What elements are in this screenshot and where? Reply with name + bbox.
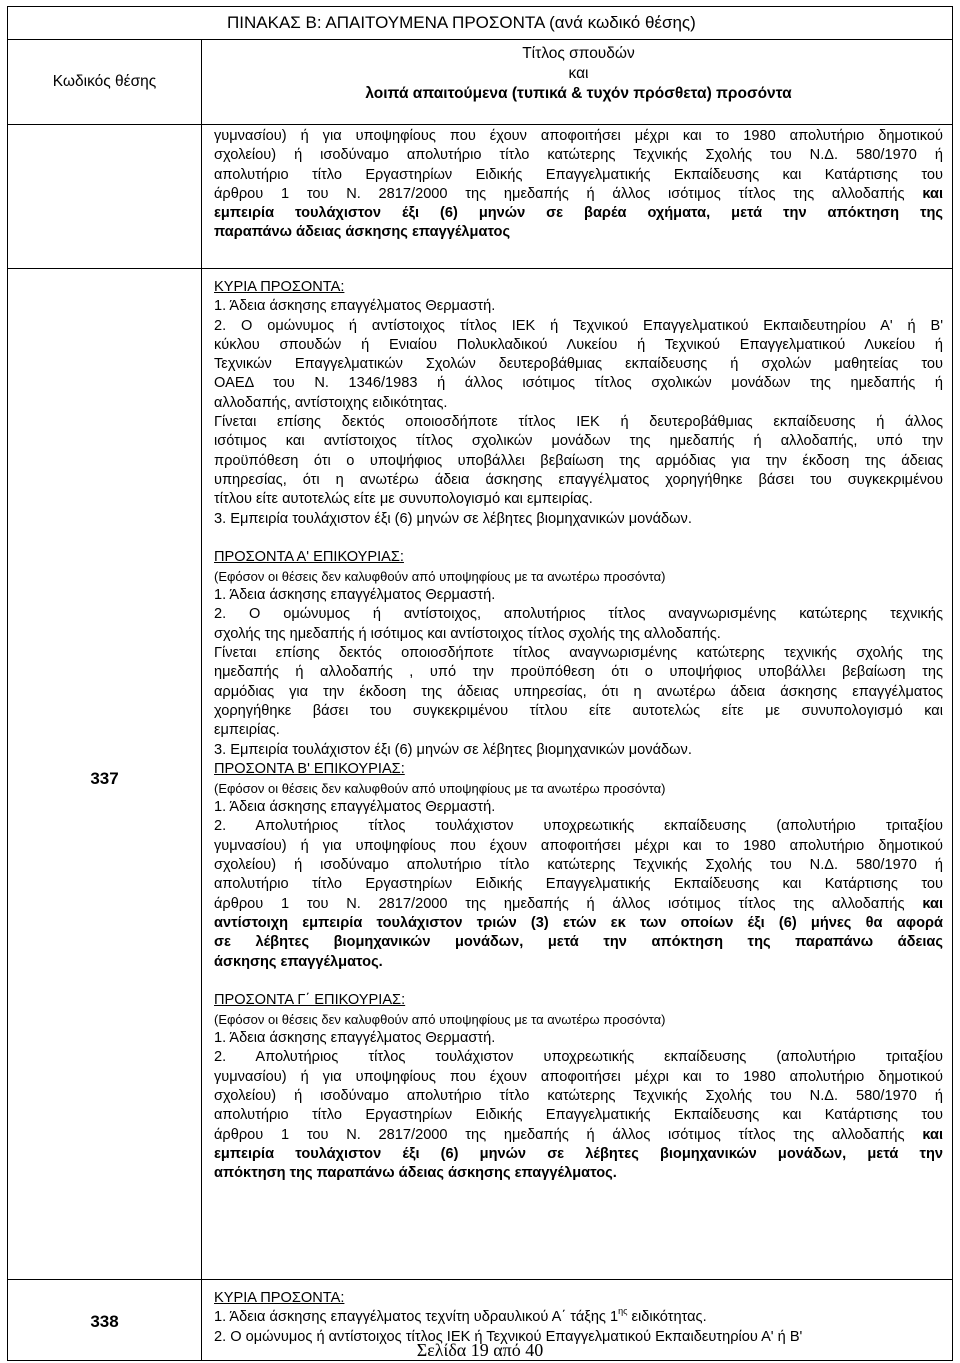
text-line: τίτλου είτε αυτοτελώς είτε με συνυπολογισμό και εμπειρίας. bbox=[214, 491, 593, 508]
text-line: άρθρου 1 του Ν. 2817/2000 της ημεδαπής ή άλλος ισότιμος τίτλος της αλλοδαπής και bbox=[214, 895, 944, 912]
text-line: σχολής της ημεδαπής ή ισότιμος και αντίστοιχος τίτλος σχολής της αλλοδαπής. bbox=[214, 625, 721, 642]
text-line: απολυτήριο τίτλο Εργαστηρίων Ειδικής Επαγγελματικής Εκπαίδευσης και Κατάρτισης του bbox=[214, 1107, 943, 1124]
text-line: 2. Απολυτήριος τίτλος τουλάχιστον υποχρεωτικής εκπαίδευσης (απολυτήριο τριταξίου bbox=[214, 818, 943, 835]
requirement-item: 3. Εμπειρία τουλάχιστον έξι (6) μηνών σε λέβητες βιομηχανικών μονάδων. bbox=[214, 510, 692, 527]
header-code: Κωδικός θέσης bbox=[8, 40, 202, 124]
section-heading: ΚΥΡΙΑ ΠΡΟΣΟΝΤΑ: bbox=[214, 1290, 345, 1306]
text-line: άρθρου 1 του Ν. 2817/2000 της ημεδαπής ή άλλος ισότιμος τίτλος της αλλοδαπής και bbox=[214, 1126, 944, 1143]
table-title: ΠΙΝΑΚΑΣ Β: ΑΠΑΙΤΟΥΜΕΝΑ ΠΡΟΣΟΝΤΑ (ανά κωδικό θέσης) bbox=[8, 7, 952, 40]
section-note: (Εφόσον οι θέσεις δεν καλυφθούν από υποψηφίους με τα ανωτέρω προσόντα) bbox=[214, 781, 666, 797]
section-heading: ΠΡΟΣΟΝΤΑ Γ΄ ΕΠΙΚΟΥΡΙΑΣ: bbox=[214, 991, 406, 1008]
text-line: σε λέβητες βιομηχανικών μονάδων, μετά την απόκτηση της παραπάνω άδειας bbox=[214, 934, 943, 951]
text-line: γυμνασίου) ή για υποψηφίους που έχουν αποφοιτήσει μέχρι και το 1980 απολυτήριο δημοτικού bbox=[214, 837, 943, 854]
text-line: γυμνασίου) ή για υποψηφίους που έχουν αποφοιτήσει μέχρι και το 1980 απολυτήριο δημοτικού bbox=[214, 1068, 943, 1085]
section-heading: ΠΡΟΣΟΝΤΑ Α' ΕΠΙΚΟΥΡΙΑΣ: bbox=[214, 548, 404, 565]
requirement-item: 1. Άδεια άσκησης επαγγέλματος Θερμαστή. bbox=[214, 1030, 496, 1047]
text-line: χορηγήθηκε βάσει του συγκεκριμένου τίτλου είτε αυτοτελώς είτε με συνυπολογισμό και bbox=[214, 702, 943, 719]
text-line: 2. Ο ομώνυμος ή αντίστοιχος τίτλος ΙΕΚ ή Τεχνικού Επαγγελματικού Εκπαιδευτηρίου Α' ή Β' bbox=[214, 317, 943, 334]
text-line: γυμνασίου) ή για υποψηφίους που έχουν αποφοιτήσει μέχρι και το 1980 απολυτήριο δημοτικού bbox=[214, 128, 943, 144]
text-line: ημεδαπής ή αλλοδαπής , υπό την προϋπόθεση ότι ο υποψήφιος υποβάλλει βεβαίωση της bbox=[214, 664, 943, 681]
text-line: απόκτηση της παραπάνω άδειας άσκησης επαγγέλματος. bbox=[214, 1165, 617, 1182]
text-line: υπηρεσίας, ότι η ανωτέρω άδεια άσκησης επαγγέλματος χορηγήθηκε βάσει του συγκεκριμένου bbox=[214, 471, 943, 488]
text-line: αρμόδιας για την έκδοση της άδειας υπηρεσίας, ότι η ανωτέρω άδεια άσκησης επαγγέλματος bbox=[214, 683, 943, 700]
text-line: αντίστοιχη εμπειρία τουλάχιστον τριών (3) ετών εκ των οποίων έξι (6) μήνες θα αφορά bbox=[214, 914, 943, 931]
text-line: Τεχνικών Επαγγελματικών Σχολών δευτεροβάθμιας εκπαίδευσης ή σχολών μαθητείας του bbox=[214, 356, 943, 373]
text-line: αλλοδαπής, αντίστοιχης ειδικότητας. bbox=[214, 394, 448, 411]
section-heading: ΚΥΡΙΑ ΠΡΟΣΟΝΤΑ: bbox=[214, 279, 345, 295]
section-note: (Εφόσον οι θέσεις δεν καλυφθούν από υποψηφίους με τα ανωτέρω προσόντα) bbox=[214, 1012, 666, 1028]
text-line: σχολείου) ή ισοδύναμο απολυτήριο τίτλο κατώτερης Τεχνικής Σχολής του Ν.Δ. 580/1970 ή bbox=[214, 857, 943, 874]
page-footer: Σελίδα 19 από 40 bbox=[416, 1340, 544, 1360]
text-line: ισότιμος και αντίστοιχος τίτλος σχολικών μονάδων της ημεδαπής ή αλλοδαπής, υπό την bbox=[214, 433, 943, 450]
continuation-row bbox=[8, 124, 952, 268]
position-code: 338 bbox=[8, 1280, 202, 1360]
requirement-item: 1. Άδεια άσκησης επαγγέλματος Θερμαστή. bbox=[214, 587, 496, 604]
requirement-item: 1. Άδεια άσκησης επαγγέλματος Θερμαστή. bbox=[214, 298, 496, 315]
text-line: κύκλου σπουδών ή Ενιαίου Πολυκλαδικού Λυκείου ή Τεχνικού Επαγγελματικού Λυκείου ή bbox=[214, 336, 943, 353]
text-line: εμπειρία τουλάχιστον έξι (6) μηνών σε βαρέα οχήματα, μετά την απόκτηση της bbox=[214, 205, 943, 222]
text-line: παραπάνω άδειας άσκησης επαγγέλματος bbox=[214, 224, 511, 241]
text-line: 2. Ο ομώνυμος ή αντίστοιχος, απολυτήριος τίτλος αναγνωρισμένης κατώτερης τεχνικής bbox=[214, 606, 943, 623]
position-337-row bbox=[8, 268, 952, 1279]
table-header-row bbox=[8, 40, 952, 124]
text-line: Γίνεται επίσης δεκτός οποιοσδήποτε τίτλος ΙΕΚ ή δευτεροβάθμιας εκπαίδευσης ή άλλος bbox=[214, 414, 943, 431]
position-code: 337 bbox=[8, 269, 202, 1279]
text-line: εμπειρία τουλάχιστον έξι (6) μηνών σε λέβητες βιομηχανικών μονάδων, μετά την bbox=[214, 1145, 943, 1162]
requirement-item: 3. Εμπειρία τουλάχιστον έξι (6) μηνών σε λέβητες βιομηχανικών μονάδων. bbox=[214, 741, 692, 758]
text-line: εμπειρίας. bbox=[214, 722, 280, 739]
text-line: προϋπόθεση ότι ο υποψήφιος υποβάλλει βεβαίωση της αρμόδιας για την έκδοση της άδειας bbox=[214, 452, 943, 469]
continuation-text bbox=[202, 125, 952, 268]
text-line: Γίνεται επίσης δεκτός οποιοσδήποτε τίτλος αναγνωρισμένης κατώτερης τεχνικής σχολής της bbox=[214, 645, 943, 662]
header-desc-line: Τίτλος σπουδών bbox=[522, 45, 635, 62]
text-line: σχολείου) ή ισοδύναμο απολυτήριο τίτλο κατώτερης Τεχνικής Σχολής του Ν.Δ. 580/1970 ή bbox=[214, 147, 943, 164]
requirement-item: 2. Ο ομώνυμος ή αντίστοιχος τίτλος ΙΕΚ ή Τεχνικού Επαγγελματικού Εκπαιδευτηρίου Α' ή Β' bbox=[214, 1328, 803, 1345]
text-line: άσκησης επαγγέλματος. bbox=[214, 953, 383, 970]
section-note: (Εφόσον οι θέσεις δεν καλυφθούν από υποψηφίους με τα ανωτέρω προσόντα) bbox=[214, 569, 666, 585]
text-line: άρθρου 1 του Ν. 2817/2000 της ημεδαπής ή άλλος ισότιμος τίτλος της αλλοδαπής και bbox=[214, 185, 944, 202]
requirement-item: 1. Άδεια άσκησης επαγγέλματος Θερμαστή. bbox=[214, 799, 496, 816]
text-line: σχολείου) ή ισοδύναμο απολυτήριο τίτλο κατώτερης Τεχνικής Σχολής του Ν.Δ. 580/1970 ή bbox=[214, 1087, 943, 1104]
text-line: απολυτήριο τίτλο Εργαστηρίων Ειδικής Επαγγελματικής Εκπαίδευσης και Κατάρτισης του bbox=[214, 166, 943, 183]
text-line: 2. Απολυτήριος τίτλος τουλάχιστον υποχρεωτικής εκπαίδευσης (απολυτήριο τριταξίου bbox=[214, 1049, 943, 1066]
continuation-code-cell bbox=[8, 125, 202, 268]
text-line: απολυτήριο τίτλο Εργαστηρίων Ειδικής Επαγγελματικής Εκπαίδευσης και Κατάρτισης του bbox=[214, 876, 943, 893]
position-337-requirements bbox=[202, 269, 952, 1279]
section-heading: ΠΡΟΣΟΝΤΑ Β' ΕΠΙΚΟΥΡΙΑΣ: bbox=[214, 760, 405, 777]
requirement-item: 1. Άδεια άσκησης επαγγέλματος τεχνίτη υδραυλικού Α΄ τάξης $1^{\eta\varsigma}$ ειδικότητας. bbox=[214, 1306, 707, 1326]
header-desc-line: λοιπά απαιτούμενα (τυπικά & τυχόν πρόσθετα) προσόντα bbox=[365, 85, 792, 102]
text-line: ΟΑΕΔ του Ν. 1346/1983 ή άλλος ισότιμος τίτλος σχολικών μονάδων της ημεδαπής ή bbox=[214, 375, 943, 392]
header-description bbox=[202, 40, 952, 124]
header-desc-line: και bbox=[568, 65, 589, 82]
requirements-table bbox=[7, 6, 953, 1361]
